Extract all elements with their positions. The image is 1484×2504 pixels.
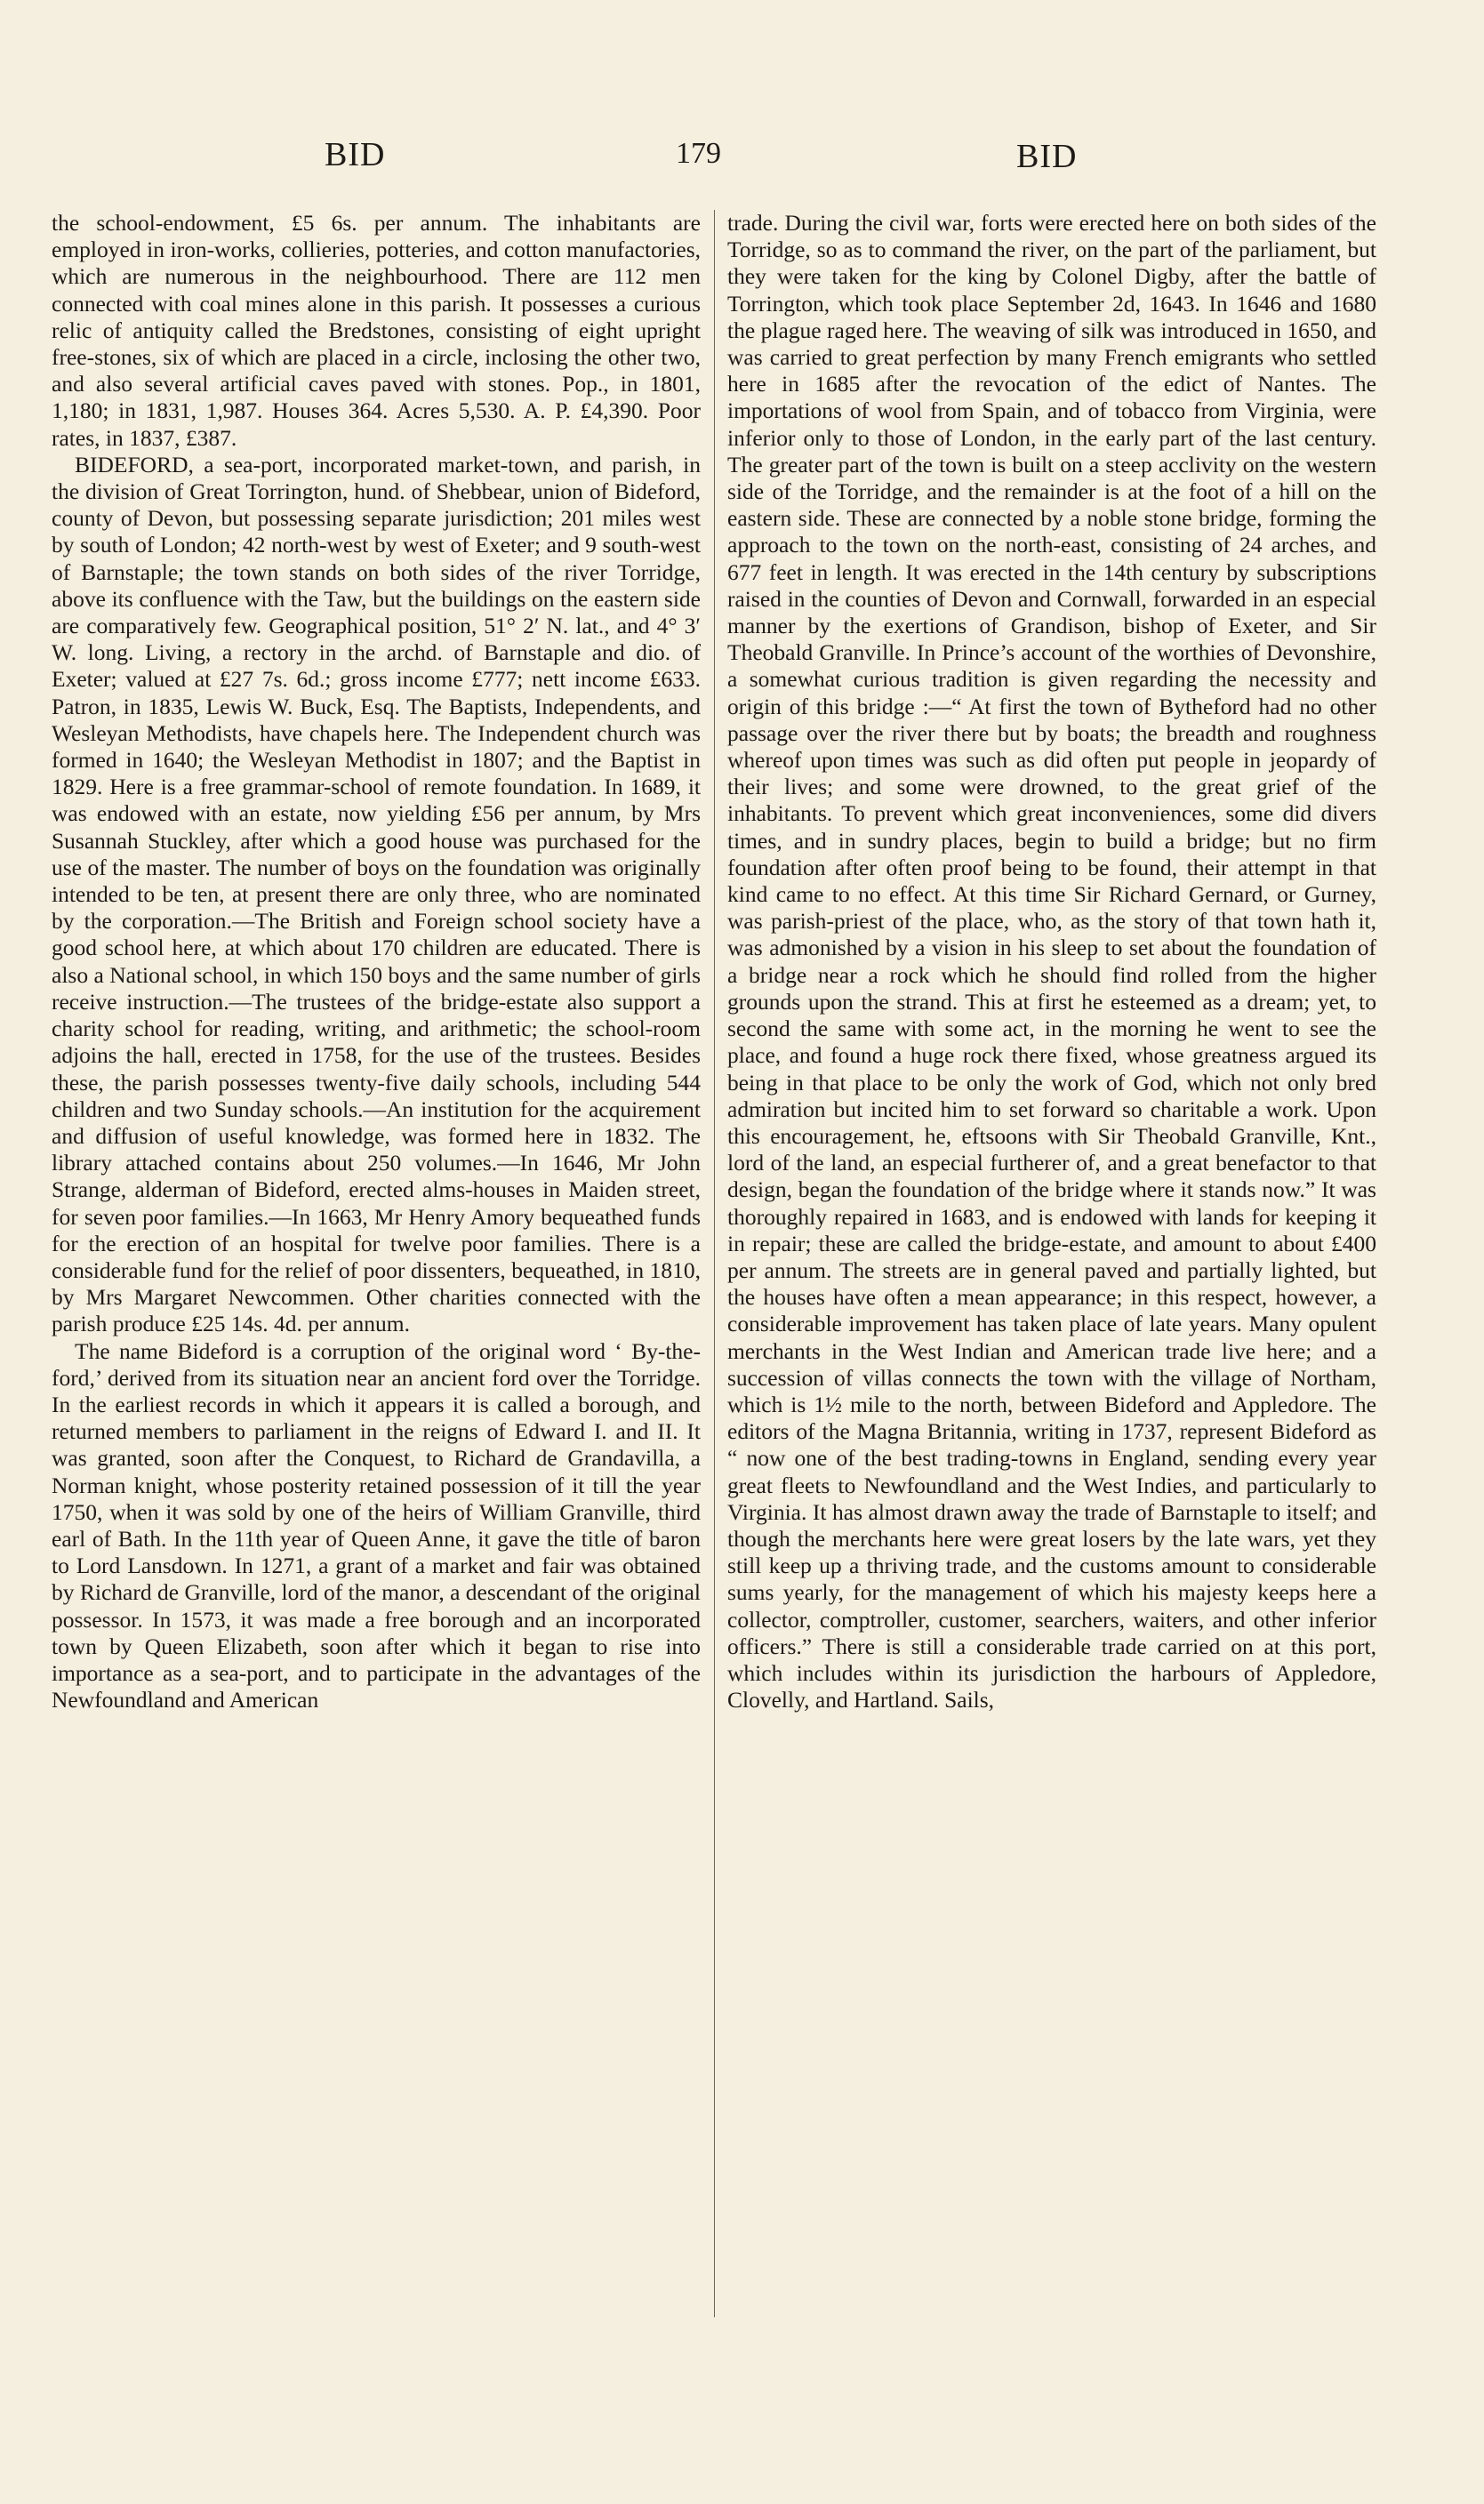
left-column — [52, 210, 701, 1713]
column-divider — [714, 210, 715, 2317]
running-header — [0, 135, 1484, 178]
page-number: 179 — [676, 137, 721, 170]
paragraph-continuation: the school-endowment, £5 6s. per annum. The inhabitants are employed in iron-works, collieries, potteries, and cotton manufactories, which are numerous in the neighbourhood. There are 112 men connected with coal mines alone in this parish. It possesses a curious relic of antiquity called the Bredstones, consisting of eight upright free-stones, six of which are placed in a circle, inclosing the other two, and also several artificial caves paved with stones. Pop., in 1801, 1,180; in 1831, 1,987. Houses 364. Acres 5,530. A. P. £4,390. Poor rates, in 1837, £387. — [52, 210, 701, 451]
paragraph-history-continued: trade. During the civil war, forts were erected here on both sides of the Torridge, so as to command the river, on the part of the parliament, but they were taken for the king by Colonel Digby, after the battle of Torrington, which took place September 2d, 1643. In 1646 and 1680 the plague raged here. The weaving of silk was introduced in 1650, and was carried to great perfection by many French emigrants who settled here in 1685 after the revocation of the edict of Nantes. The importations of wool from Spain, and of tobacco from Virginia, were inferior only to those of London, in the early part of the last century. The greater part of the town is built on a steep acclivity on the western side of the Torridge, and the remainder is at the foot of a hill on the eastern side. These are connected by a noble stone bridge, forming the approach to the town on the north-east, consisting of 24 arches, and 677 feet in length. It was erected in the 14th century by subscriptions raised in the counties of Devon and Cornwall, forwarded in an especial manner by the exertions of Grandison, bishop of Exeter, and Sir Theobald Granville. In Prince’s account of the worthies of Devonshire, a somewhat curious tradition is given regarding the necessity and origin of this bridge :—“ At first the town of Bytheford had no other passage over the river there but by boats; the breadth and roughness whereof upon times was such as did often put people in jeopardy of their lives; and some were drowned, to the great grief of the inhabitants. To prevent which great inconveniences, some did divers times, and in sundry places, begin to build a bridge; but no firm foundation after often proof being to be found, their attempt in that kind came to no effect. At this time Sir Richard Gernard, or Gurney, was parish-priest of the place, who, as the story of that town hath it, was admonished by a vision in his sleep to set about the foundation of a bridge near a rock which he should find rolled from the higher grounds upon the strand. This at first he esteemed as a dream; yet, to second the same with some act, in the morning he went to see the place, and found a huge rock there fixed, whose greatness argued its being in that place to be only the work of God, which not only bred admiration but incited him to set forward so charitable a work. Upon this encouragement, he, eftsoons with Sir Theobald Granville, Knt., lord of the land, an especial furtherer of, and a great benefactor to that design, began the foundation of the bridge where it stands now.” It was thoroughly repaired in 1683, and is endowed with lands for keeping it in repair; these are called the bridge-estate, and amount to about £400 per annum. The streets are in general paved and partially lighted, but the houses have often a mean appearance; in this respect, however, a considerable improvement has taken place of late years. Many opulent merchants in the West Indian and American trade live here; and a succession of villas connects the town with the village of Northam, which is 1½ mile to the north, between Bideford and Appledore. The editors of the Magna Britannia, writing in 1737, represent Bideford as “ now one of the best trading-towns in England, sending every year great fleets to Newfoundland and the West Indies, and particularly to Virginia. It has almost drawn away the trade of Barnstaple to itself; and though the merchants here were great losers by the late wars, yet they still keep up a thriving trade, and the customs amount to considerable sums yearly, for the management of which his majesty keeps here a collector, comptroller, customer, searchers, waiters, and other inferior officers.” There is still a considerable trade carried on at this port, which includes within its jurisdiction the harbours of Appledore, Clovelly, and Hartland. Sails, — [727, 210, 1376, 1713]
right-column — [727, 210, 1376, 1713]
paragraph-name-origin: The name Bideford is a corruption of the original word ‘ By-the-ford,’ derived from its situation near an ancient ford over the Torridge. In the earliest records in which it appears it is called a borough, and returned members to parliament in the reigns of Edward I. and II. It was granted, soon after the Conquest, to Richard de Grandavilla, a Norman knight, whose posterity retained possession of it till the year 1750, when it was sold by one of the heirs of William Granville, third earl of Bath. In the 11th year of Queen Anne, it gave the title of baron to Lord Lansdown. In 1271, a grant of a market and fair was obtained by Richard de Granville, lord of the manor, a descendant of the original possessor. In 1573, it was made a free borough and an incorporated town by Queen Elizabeth, soon after which it began to rise into importance as a sea-port, and to participate in the advantages of the Newfoundland and American — [52, 1337, 701, 1713]
paragraph-bideford-entry: BIDEFORD, a sea-port, incorporated market-town, and parish, in the division of Great Torrington, hund. of Shebbear, union of Bideford, county of Devon, but possessing separate jurisdiction; 201 miles west by south of London; 42 north-west by west of Exeter; and 9 south-west of Barnstaple; the town stands on both sides of the river Torridge, above its confluence with the Taw, but the buildings on the eastern side are comparatively few. Geographical position, 51° 2′ N. lat., and 4° 3′ W. long. Living, a rectory in the archd. of Barnstaple and dio. of Exeter; valued at £27 7s. 6d.; gross income £777; nett income £633. Patron, in 1835, Lewis W. Buck, Esq. The Baptists, Independents, and Wesleyan Methodists, have chapels here. The Independent church was formed in 1640; the Wesleyan Methodist in 1807; and the Baptist in 1829. Here is a free grammar-school of remote foundation. In 1689, it was endowed with an estate, now yielding £56 per annum, by Mrs Susannah Stuckley, after which a good house was purchased for the use of the master. The number of boys on the foundation was originally intended to be ten, at present there are only three, who are nominated by the corporation.—The British and Foreign school society have a good school here, at which about 170 children are educated. There is also a National school, in which 150 boys and the same number of girls receive instruction.—The trustees of the bridge-estate also support a charity school for reading, writing, and arithmetic; the school-room adjoins the hall, erected in 1758, for the use of the trustees. Besides these, the parish possesses twenty-five daily schools, including 544 children and two Sunday schools.—An institution for the acquirement and diffusion of useful knowledge, was formed here in 1832. The library attached contains about 250 volumes.—In 1646, Mr John Strange, alderman of Bideford, erected alms-houses in Maiden street, for seven poor families.—In 1663, Mr Henry Amory bequeathed funds for the erection of an hospital for twelve poor families. There is a considerable fund for the relief of poor dissenters, bequeathed, in 1810, by Mrs Margaret Newcommen. Other charities connected with the parish produce £25 14s. 4d. per annum. — [52, 451, 701, 1337]
header-left-word: BID — [325, 136, 386, 173]
header-right-word: BID — [1016, 138, 1078, 175]
